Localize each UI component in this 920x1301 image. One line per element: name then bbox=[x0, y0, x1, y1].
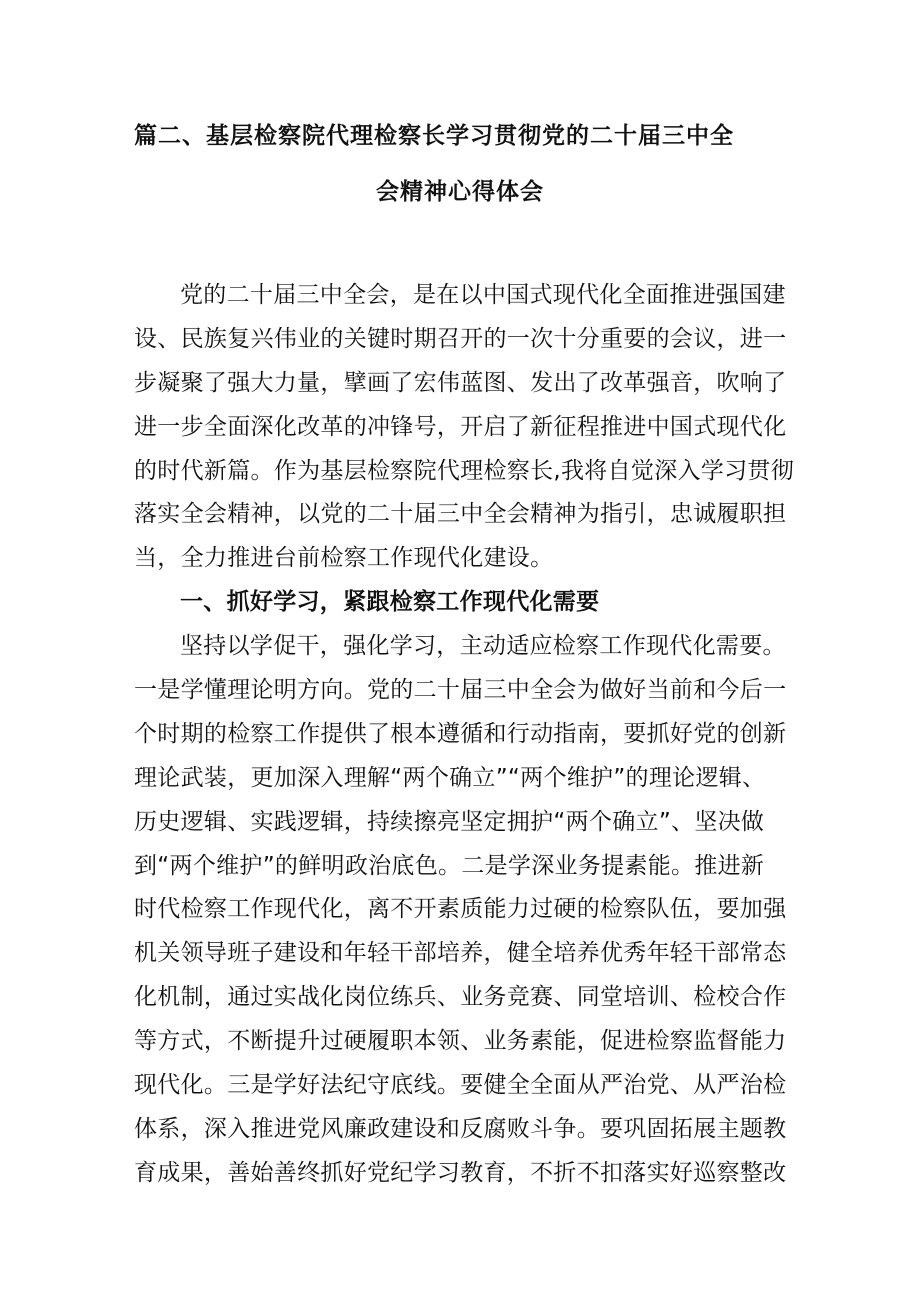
body-text-line: 体系，深入推进党风廉政建设和反腐败斗争。要巩固拓展主题教 bbox=[134, 1115, 787, 1142]
document-title-line-1: 篇二、基层检察院代理检察长学习贯彻党的二十届三中全 bbox=[134, 123, 734, 149]
body-text-line: 党的二十届三中全会，是在以中国式现代化全面推进强国建 bbox=[180, 282, 786, 308]
body-text-line: 设、民族复兴伟业的关键时期召开的一次十分重要的会议，进一 bbox=[134, 325, 787, 352]
body-text-line: 育成果，善始善终抓好党纪学习教育，不折不扣落实好巡察整改 bbox=[134, 1159, 787, 1186]
body-text-line: 机关领导班子建设和年轻干部培养，健全培养优秀年轻干部常态 bbox=[134, 940, 787, 967]
body-text-line: 个时期的检察工作提供了根本遵循和行动指南，要抓好党的创新 bbox=[134, 720, 787, 747]
body-text-line: 坚持以学促干，强化学习，主动适应检察工作现代化需要。 bbox=[180, 633, 786, 660]
body-text-line: 进一步全面深化改革的冲锋号，开启了新征程推进中国式现代化 bbox=[134, 413, 787, 440]
body-text-line: 落实全会精神，以党的二十届三中全会精神为指引，忠诚履职担 bbox=[134, 501, 787, 528]
body-text-line: 一是学懂理论明方向。党的二十届三中全会为做好当前和今后一 bbox=[134, 677, 787, 704]
body-text-line: 等方式，不断提升过硬履职本领、业务素能，促进检察监督能力 bbox=[134, 1028, 787, 1055]
body-text-line: 到“两个维护”的鲜明政治底色。二是学深业务提素能。推进新 bbox=[134, 852, 765, 879]
body-text-line: 现代化。三是学好法纪守底线。要健全全面从严治党、从严治检 bbox=[134, 1072, 787, 1099]
body-text-line: 时代检察工作现代化，离不开素质能力过硬的检察队伍，要加强 bbox=[134, 896, 787, 923]
body-text-line: 的时代新篇。作为基层检察院代理检察长,我将自觉深入学习贯彻 bbox=[134, 457, 795, 484]
body-text-line: 当，全力推进台前检察工作现代化建设。 bbox=[134, 545, 554, 572]
body-text-line: 历史逻辑、实践逻辑，持续擦亮坚定拥护“两个确立”、坚决做 bbox=[134, 808, 765, 835]
document-body bbox=[134, 274, 794, 1196]
section-heading: 一、抓好学习，紧跟检察工作现代化需要 bbox=[180, 589, 600, 616]
body-text-line: 步凝聚了强大力量，擘画了宏伟蓝图、发出了改革强音，吹响了 bbox=[134, 369, 787, 396]
document-title-line-2: 会精神心得体会 bbox=[376, 179, 544, 205]
body-text-line: 化机制，通过实战化岗位练兵、业务竞赛、同堂培训、检校合作 bbox=[134, 984, 787, 1011]
body-text-line: 理论武装，更加深入理解“两个确立”“两个维护”的理论逻辑、 bbox=[134, 764, 766, 791]
